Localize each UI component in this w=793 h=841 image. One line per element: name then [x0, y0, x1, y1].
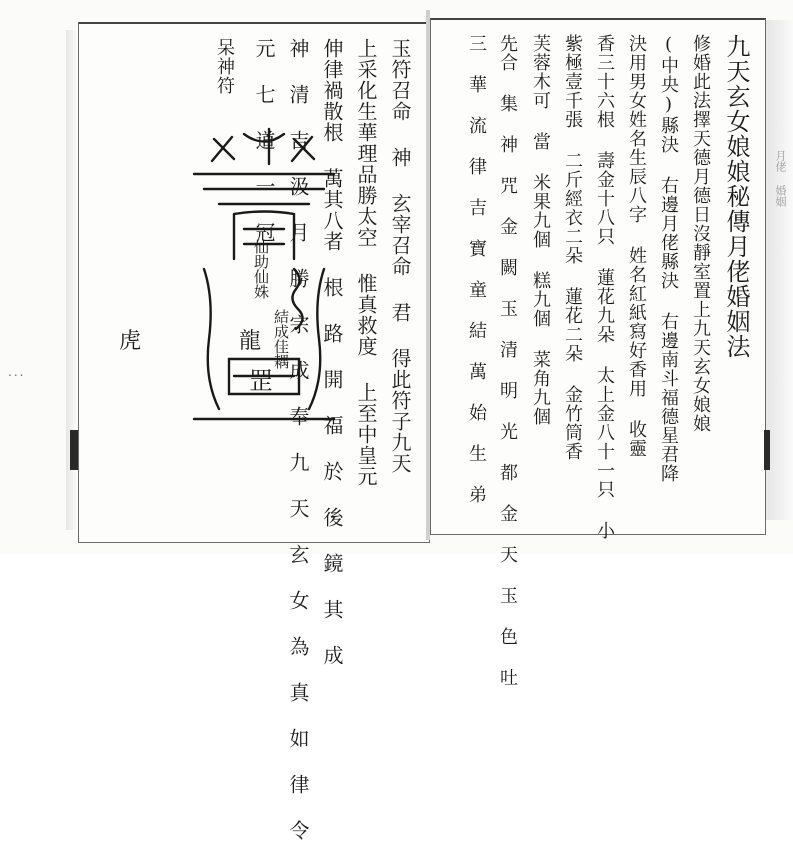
- bleed-through-note: 月佬 婚姻: [774, 150, 787, 207]
- binding-tab-right: [764, 430, 770, 470]
- talisman-seal-char: 罡: [249, 367, 273, 395]
- left-col-2: 上采化生華理品勝太空 惟真救度 上至中皇元: [354, 38, 378, 487]
- left-col-3: 伸律禍散根 萬其八者 根 路 開 福 於 後 鏡 其 成: [320, 38, 344, 666]
- left-col-4: 神 清 吉 汲 月 勝 宗 成 奉 九 天 玄 女 為 真 如 律 令: [286, 38, 310, 841]
- right-col-7: 芙蓉木可 當 米果九個 糕九個 菜角九個: [530, 34, 551, 426]
- talisman-header: 呆神符: [214, 38, 235, 95]
- left-col-1: 玉符召命 神 玄宰召命 君 得此符子九天: [388, 38, 412, 474]
- talisman-inner-text-1: 仙助仙姝: [252, 239, 270, 299]
- talisman-drawing: [174, 119, 354, 429]
- right-col-5: 香三十六根 壽金十八只 蓮花九朵 太上金八十一只 小: [594, 34, 615, 540]
- page-title: 九天玄女娘娘秘傳月佬婚姻法: [722, 34, 750, 359]
- right-col-2: 修婚此法擇天德月德日沒靜室置上九天玄女娘娘: [690, 34, 711, 433]
- talisman-left-mark: 虎: [119, 329, 142, 354]
- talisman-right-mark: 龍: [239, 329, 262, 354]
- binding-tab-left: [70, 430, 78, 470]
- right-col-3: (中央)縣決 右邊月佬縣決 右邊南斗福德星君降: [658, 34, 679, 483]
- talisman-inner-text-2: 結成佳耦: [272, 309, 290, 369]
- left-col-5: 元 七 道 一 冠: [252, 38, 276, 243]
- right-col-4: 決用男女姓名生辰八字 姓名紅紙寫好香用 收靈: [626, 34, 647, 458]
- right-col-6: 紫極壹千張 二斤經衣二朵 蓮花二朵 金竹筒香: [562, 34, 583, 461]
- right-col-8: 先合 集 神 咒 金 闕 玉 清 明 光 都 金 天 玉 色 吐: [497, 34, 518, 687]
- scan-artifact: ...: [8, 365, 26, 379]
- right-page: [430, 18, 766, 687]
- right-col-9: 三 華 流 律 吉 寶 童 結 萬 始 生 弟: [466, 34, 487, 504]
- left-page: [78, 22, 430, 841]
